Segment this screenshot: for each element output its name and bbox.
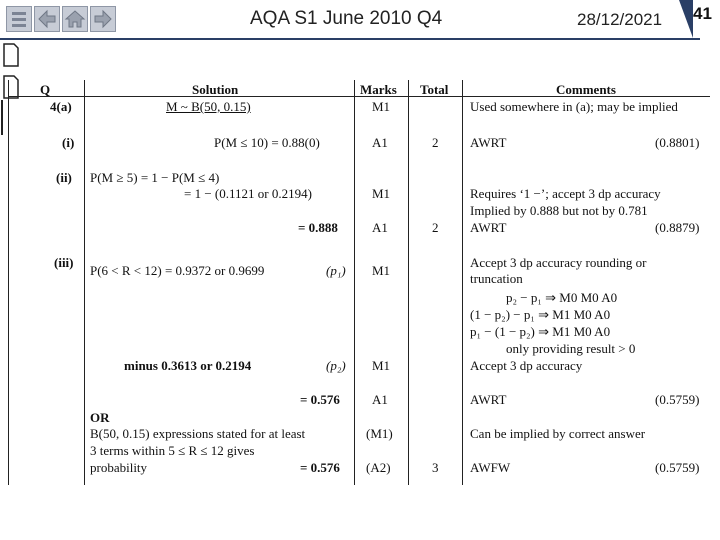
- comment-value: (0.8801): [655, 135, 700, 150]
- marks-value: A1: [372, 220, 388, 235]
- slide-number: 41: [693, 4, 712, 23]
- comment-text: AWFW: [470, 460, 511, 475]
- table-divider-q: [84, 80, 85, 485]
- view-icon[interactable]: [6, 6, 32, 32]
- comment-text: p₁ − (1 − p₂) ⇒ M1 M0 A0: [470, 324, 611, 339]
- marks-value: M1: [372, 99, 391, 114]
- comment-text: (1 − p₂) − p₁ ⇒ M1 M0 A0: [470, 307, 611, 322]
- comment-text: only providing result > 0: [506, 341, 636, 356]
- solution-text: = 0.576: [300, 392, 340, 407]
- table-border-left: [8, 80, 9, 485]
- slide-title: AQA S1 June 2010 Q4: [250, 8, 443, 29]
- question-label: 4(a): [50, 99, 72, 114]
- table-divider-total: [462, 80, 463, 485]
- solution-note: (p₂): [326, 358, 346, 373]
- column-header-comments: Comments: [556, 82, 616, 97]
- marks-value: (M1): [366, 426, 393, 441]
- total-value: 3: [432, 460, 439, 475]
- comment-value: (0.5759): [655, 392, 700, 407]
- comment-text: AWRT: [470, 220, 507, 235]
- comment-value: (0.8879): [655, 220, 700, 235]
- marks-value: M1: [372, 358, 391, 373]
- solution-text: P(M ≤ 10) = 0.88(0): [214, 135, 320, 150]
- header-divider: [0, 38, 700, 40]
- comment-text: Can be implied by correct answer: [470, 426, 646, 441]
- marks-value: A1: [372, 135, 388, 150]
- comment-text: Accept 3 dp accuracy: [470, 358, 583, 373]
- marks-value: (A2): [366, 460, 391, 475]
- total-value: 2: [432, 135, 439, 150]
- marks-value: M1: [372, 263, 391, 278]
- column-header-total: Total: [420, 82, 449, 97]
- solution-text: M ~ B(50, 0.15): [166, 99, 251, 114]
- comment-text: Accept 3 dp accuracy rounding or: [470, 255, 647, 270]
- back-icon[interactable]: [34, 6, 60, 32]
- solution-text: = 0.576: [300, 460, 340, 475]
- solution-text: 3 terms within 5 ≤ R ≤ 12 gives: [90, 443, 255, 458]
- solution-text: = 0.888: [298, 220, 338, 235]
- forward-icon[interactable]: [90, 6, 116, 32]
- comment-text: p₂ − p₁ ⇒ M0 M0 A0: [506, 290, 618, 305]
- solution-text: minus 0.3613 or 0.2194: [124, 358, 252, 373]
- slide-date: 28/12/2021: [577, 10, 663, 29]
- slide-header: [0, 0, 720, 40]
- comment-text: AWRT: [470, 135, 507, 150]
- column-header-q: Q: [40, 82, 51, 97]
- question-label: (ii): [56, 170, 72, 185]
- question-label: (iii): [54, 255, 74, 270]
- total-value: 2: [432, 220, 439, 235]
- marks-value: M1: [372, 186, 391, 201]
- column-header-marks: Marks: [360, 82, 397, 97]
- table-divider-solution: [354, 80, 355, 485]
- comment-text: AWRT: [470, 392, 507, 407]
- solution-text: = 1 − (0.1121 or 0.2194): [184, 186, 312, 201]
- comment-value: (0.5759): [655, 460, 700, 475]
- comment-text: Used somewhere in (a); may be implied: [470, 99, 678, 114]
- home-icon[interactable]: [62, 6, 88, 32]
- slide-number-marker-icon: [679, 0, 693, 38]
- column-header-solution: Solution: [192, 82, 239, 97]
- document-icons: [0, 40, 22, 135]
- solution-text: P(6 < R < 12) = 0.9372 or 0.9699: [90, 263, 265, 278]
- solution-text: OR: [90, 410, 110, 425]
- solution-text: P(M ≥ 5) = 1 − P(M ≤ 4): [90, 170, 220, 185]
- solution-text: B(50, 0.15) expressions stated for at least: [90, 426, 306, 441]
- comment-text: Requires ‘1 −’; accept 3 dp accuracy: [470, 186, 661, 201]
- solution-note: (p₁): [326, 263, 346, 278]
- question-label: (i): [62, 135, 75, 150]
- comment-text: Implied by 0.888 but not by 0.781: [470, 203, 648, 218]
- marks-value: A1: [372, 392, 388, 407]
- solution-text: probability: [90, 460, 148, 475]
- table-divider-marks: [408, 80, 409, 485]
- comment-text: truncation: [470, 271, 523, 286]
